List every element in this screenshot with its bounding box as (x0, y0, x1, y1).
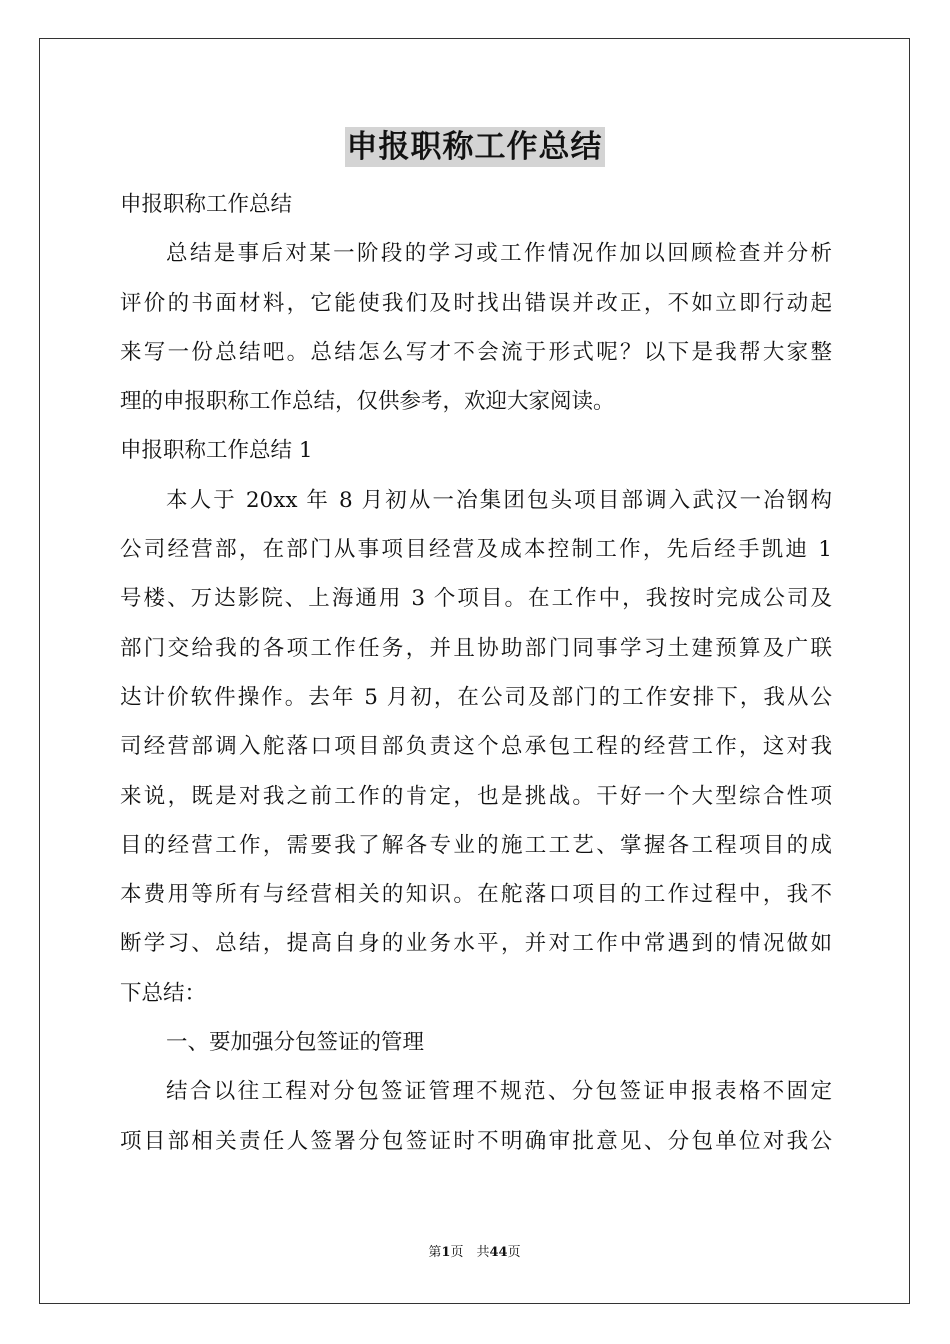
footer-prefix: 第 (428, 1245, 442, 1260)
page-footer (40, 1241, 909, 1260)
text-line: 公司经营部，在部门从事项目经营及成本控制工作，先后经手凯迪 1 (120, 537, 832, 563)
text-line: 部门交给我的各项工作任务，并且协助部门同事学习土建预算及广联 (120, 635, 832, 661)
text-line: 理的申报职称工作总结，仅供参考，欢迎大家阅读。 (120, 389, 615, 415)
text-line: 申报职称工作总结 (120, 192, 293, 217)
text-line: 下总结： (120, 980, 207, 1006)
footer-suffix: 页 (507, 1245, 521, 1260)
title-container (40, 127, 909, 167)
footer-total-pages: 44 (489, 1245, 508, 1260)
footer-mid: 页 共 (450, 1245, 490, 1260)
text-line: 评价的书面材料，它能使我们及时找出错误并改正，不如立即行动起 (120, 290, 832, 316)
footer-current-page: 1 (441, 1245, 451, 1260)
text-line: 一、要加强分包签证的管理 (166, 1030, 425, 1056)
text-line: 目的经营工作，需要我了解各专业的施工工艺、掌握各工程项目的成 (120, 832, 832, 858)
text-line: 司经营部调入舵落口项目部负责这个总承包工程的经营工作，这对我 (120, 734, 832, 760)
document-page (39, 38, 910, 1304)
text-line: 本人于 20xx 年 8 月初从一冶集团包头项目部调入武汉一冶钢构 (166, 487, 832, 513)
text-line: 断学习、总结，提高自身的业务水平，并对工作中常遇到的情况做如 (120, 931, 832, 957)
text-line: 总结是事后对某一阶段的学习或工作情况作加以回顾检查并分析 (166, 241, 832, 267)
text-line: 达计价软件操作。去年 5 月初，在公司及部门的工作安排下，我从公 (120, 684, 832, 710)
text-line: 结合以往工程对分包签证管理不规范、分包签证申报表格不固定 (166, 1079, 832, 1105)
document-body (120, 180, 832, 1166)
text-line: 本费用等所有与经营相关的知识。在舵落口项目的工作过程中，我不 (120, 882, 832, 908)
text-line: 来说，既是对我之前工作的肯定，也是挑战。干好一个大型综合性项 (120, 783, 832, 809)
text-line: 号楼、万达影院、上海通用 3 个项目。在工作中，我按时完成公司及 (120, 586, 832, 612)
document-title: 申报职称工作总结 (346, 129, 603, 165)
text-line: 来写一份总结吧。总结怎么写才不会流于形式呢？以下是我帮大家整 (120, 339, 832, 365)
text-line: 项目部相关责任人签署分包签证时不明确审批意见、分包单位对我公 (120, 1128, 832, 1154)
text-line: 申报职称工作总结 1 (120, 438, 313, 464)
